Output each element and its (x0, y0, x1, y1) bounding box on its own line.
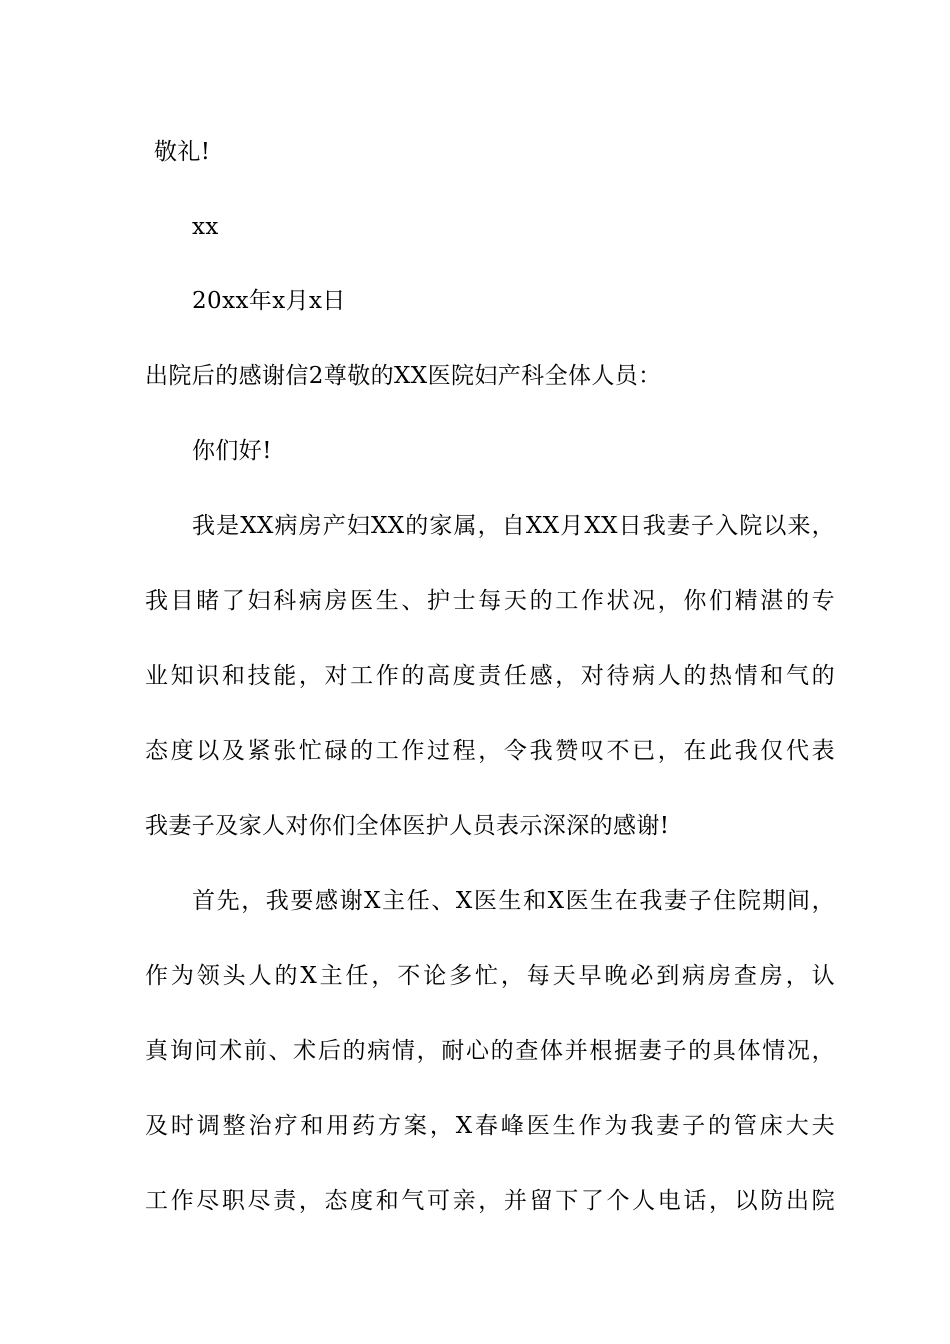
paragraph-line: 我目睹了妇科病房医生、护士每天的工作状况，你们精湛的专 (145, 588, 835, 614)
paragraph-line: 作为领头人的X主任，不论多忙，每天早晚必到病房查房，认 (145, 963, 835, 989)
letter-date: 20xx年x月x日 (192, 288, 346, 314)
paragraph-line: 我妻子及家人对你们全体医护人员表示深深的感谢! (145, 813, 670, 839)
paragraph-line: 及时调整治疗和用药方案，X春峰医生作为我妻子的管床大夫 (145, 1113, 835, 1139)
paragraph-line: 业知识和技能，对工作的高度责任感，对待病人的热情和气的 (145, 663, 835, 689)
paragraph-line: 首先，我要感谢X主任、X医生和X医生在我妻子住院期间， (192, 888, 835, 914)
greeting: 你们好! (192, 438, 272, 464)
paragraph-line: 工作尽职尽责，态度和气可亲，并留下了个人电话，以防出院 (145, 1188, 835, 1214)
closing-salutation: 敬礼! (154, 139, 211, 165)
letter-heading: 出院后的感谢信2尊敬的XX医院妇产科全体人员： (145, 363, 662, 389)
paragraph-line: 我是XX病房产妇XX的家属，自XX月XX日我妻子入院以来， (192, 513, 835, 539)
signature: xx (192, 214, 219, 240)
paragraph-line: 态度以及紧张忙碌的工作过程，令我赞叹不已，在此我仅代表 (145, 738, 835, 764)
paragraph-line: 真询问术前、术后的病情，耐心的查体并根据妻子的具体情况， (145, 1038, 835, 1064)
